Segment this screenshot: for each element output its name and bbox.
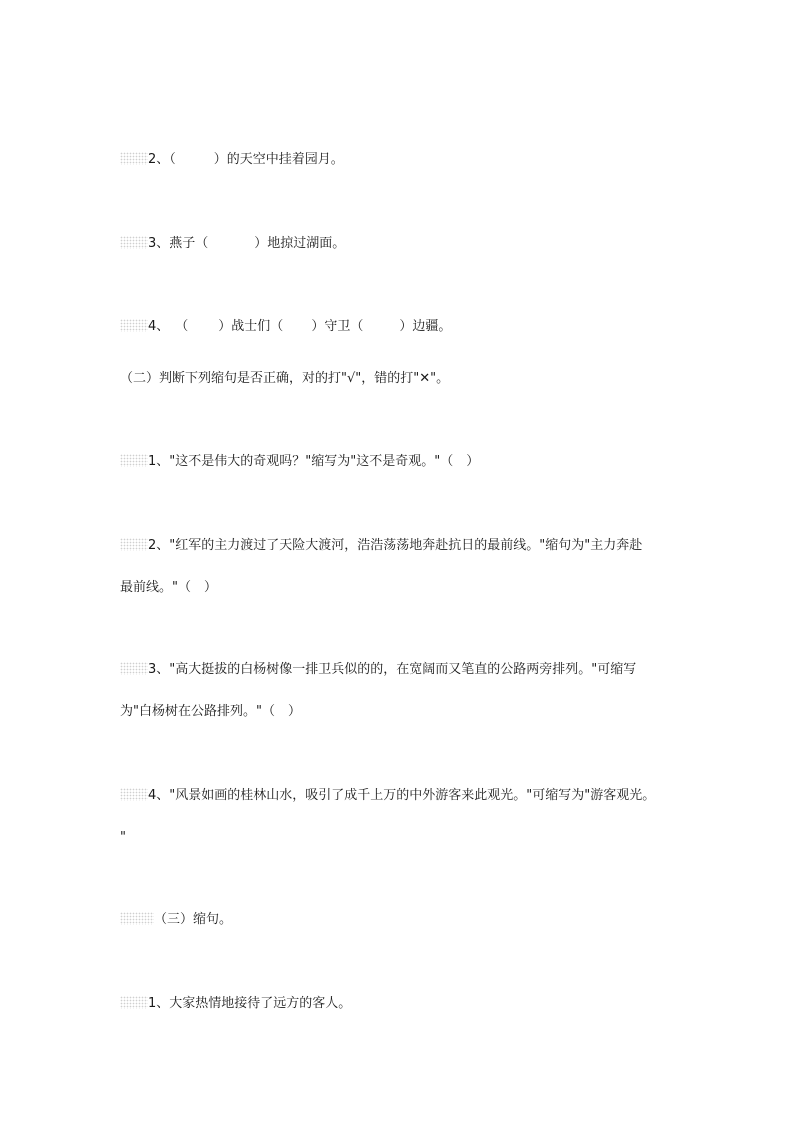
bracket-open: （ xyxy=(169,152,176,167)
judge-question-3-line-1 xyxy=(120,660,636,680)
text-part-2: ）战士们（ xyxy=(218,319,284,334)
judge-question-3-text: 3、"高大挺拔的白杨树像一排卫兵似的的，在宽阔而又笔直的公路两旁排列。"可缩写 xyxy=(148,662,637,677)
question-text-start: 3、燕子（ xyxy=(148,236,209,251)
section-3-heading: （三）缩句。 xyxy=(154,912,233,927)
question-3-line xyxy=(120,234,345,254)
judge-question-2-line-1 xyxy=(120,536,642,556)
indent-marker xyxy=(120,912,154,925)
judge-question-1-text: 1、"这不是伟大的奇观吗？"缩写为"这不是奇观。"（ ） xyxy=(148,454,480,469)
indent-marker xyxy=(120,788,148,801)
judge-question-1 xyxy=(120,452,479,472)
indent-marker xyxy=(120,454,148,467)
indent-marker xyxy=(120,662,148,675)
indent-marker xyxy=(120,152,148,165)
question-2-line xyxy=(120,150,344,170)
judge-question-4-line-2: " xyxy=(120,830,126,845)
judge-question-2-text: 2、"红军的主力渡过了天险大渡河，浩浩荡荡地奔赴抗日的最前线。"缩句为"主力奔赴 xyxy=(148,538,643,553)
bracket-1: （ xyxy=(175,319,189,334)
judge-question-2-line-2: 最前线。"（ ） xyxy=(120,580,217,595)
indent-marker xyxy=(120,319,148,332)
judge-question-4-line-1 xyxy=(120,786,655,806)
question-number: 2、 xyxy=(148,152,170,167)
indent-marker xyxy=(120,996,148,1009)
judge-question-3-line-2: 为"白杨树在公路排列。"（ ） xyxy=(120,704,301,719)
shorten-question-1-text: 1、大家热情地接待了远方的客人。 xyxy=(148,996,352,1011)
section-2-heading: （二）判断下列缩句是否正确，对的打"√"，错的打"✕"。 xyxy=(120,371,450,386)
question-number: 4、 xyxy=(148,319,170,334)
text-part-3: ）守卫（ xyxy=(311,319,364,334)
shorten-question-1 xyxy=(120,994,351,1014)
section-3-heading-line xyxy=(120,910,232,930)
question-4-line xyxy=(120,317,451,337)
indent-marker xyxy=(120,236,148,249)
question-text: ）的天空中挂着园月。 xyxy=(213,152,344,167)
text-part-4: ）边疆。 xyxy=(399,319,452,334)
indent-marker xyxy=(120,538,148,551)
question-text-end: ）地掠过湖面。 xyxy=(254,236,346,251)
judge-question-4-text: 4、"风景如画的桂林山水，吸引了成千上万的中外游客来此观光。"可缩写为"游客观光。 xyxy=(148,788,656,803)
